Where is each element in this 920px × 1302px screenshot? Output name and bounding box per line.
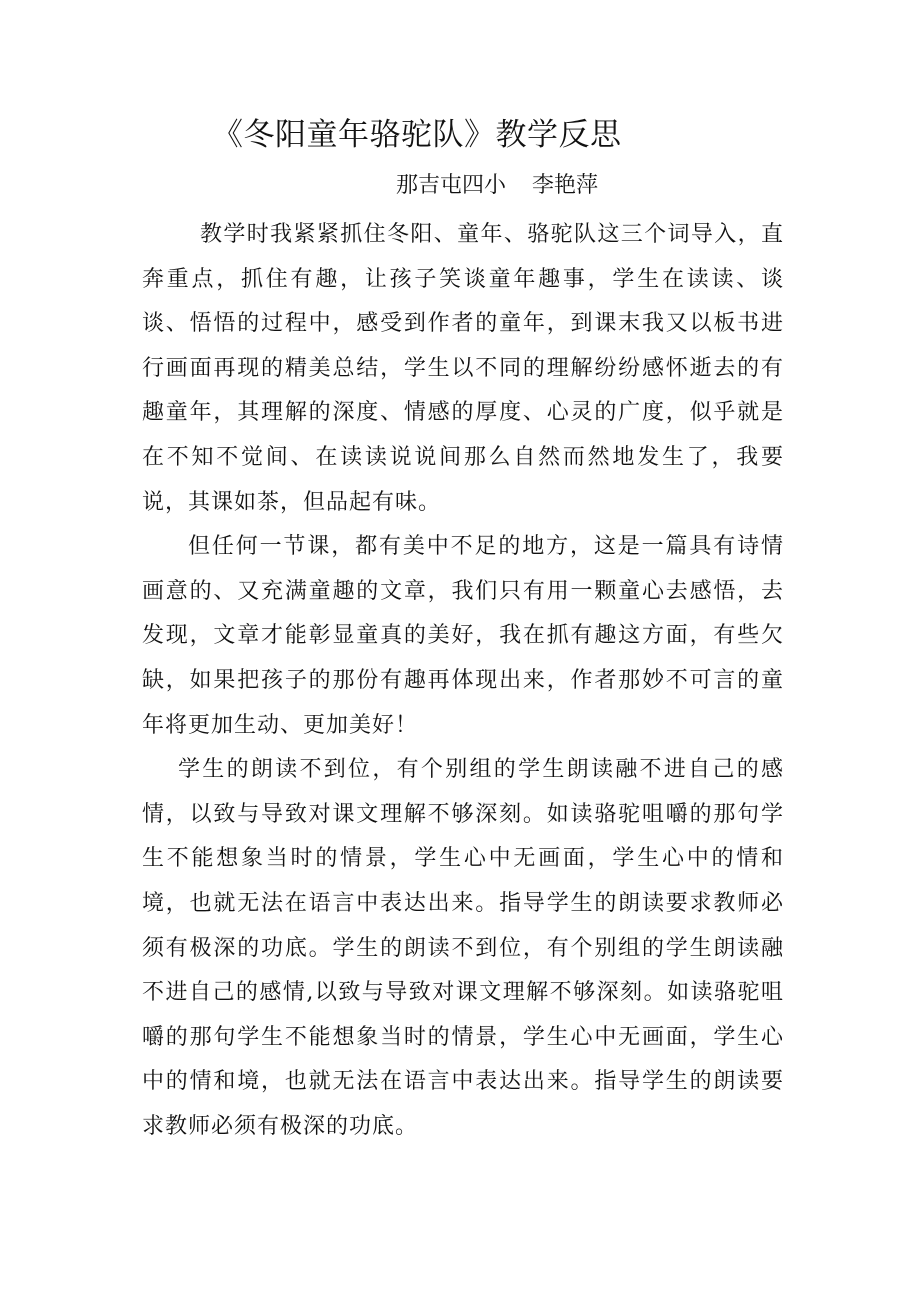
document-body	[142, 213, 784, 1149]
paragraph-3: 学生的朗读不到位，有个别组的学生朗读融不进自己的感情，以致与导致对课文理解不够深刻。如读骆驼咀嚼的那句学生不能想象当时的情景，学生心中无画面，学生心中的情和境，也就无法在语言中表达出来。指导学生的朗读要求教师必须有极深的功底。学生的朗读不到位，有个别组的学生朗读融不进自己的感情,以致与导致对课文理解不够深刻。如读骆驼咀嚼的那句学生不能想象当时的情景，学生心中无画面，学生心中的情和境，也就无法在语言中表达出来。指导学生的朗读要求教师必须有极深的功底。	[142, 757, 784, 1139]
author-line	[396, 168, 598, 204]
author-school: 那吉屯四小	[396, 173, 507, 198]
document-title: 《冬阳童年骆驼队》教学反思	[212, 117, 622, 153]
author-name: 李艳萍	[532, 173, 599, 198]
paragraph-1: 教学时我紧紧抓住冬阳、童年、骆驼队这三个词导入，直奔重点，抓住有趣，让孩子笑谈童年趣事，学生在读读、谈谈、悟悟的过程中，感受到作者的童年，到课末我又以板书进行画面再现的精美总结，学生以不同的理解纷纷感怀逝去的有趣童年，其理解的深度、情感的厚度、心灵的广度，似乎就是在不知不觉间、在读读说说间那么自然而然地发生了，我要说，其课如茶，但品起有味。	[142, 222, 784, 515]
paragraph-2: 但任何一节课，都有美中不足的地方，这是一篇具有诗情画意的、又充满童趣的文章，我们只有用一颗童心去感悟，去发现，文章才能彰显童真的美好，我在抓有趣这方面，有些欠缺，如果把孩子的那份有趣再体现出来，作者那妙不可言的童年将更加生动、更加美好！	[142, 534, 784, 738]
